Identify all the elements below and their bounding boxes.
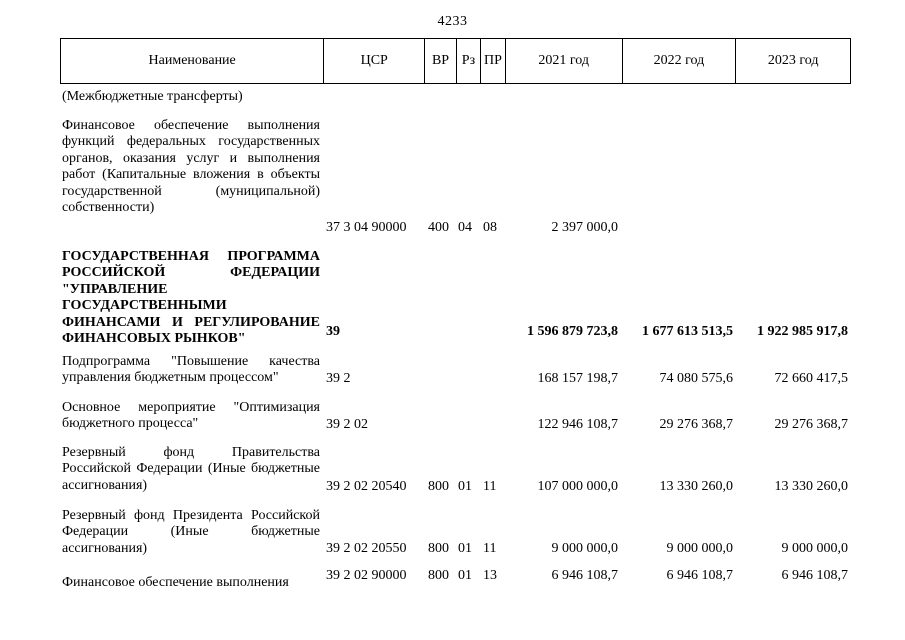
row-value-2023: 13 330 260,0 [774,479,848,494]
row-vr: 400 [428,220,449,235]
row-rz: 01 [458,568,472,583]
row-name: Финансовое обеспечение выполнения [62,575,289,590]
row-name: Основное мероприятие "Оптимизация бюджетного процесса" [62,400,320,432]
row-value-2022: 1 677 613 513,5 [642,324,733,339]
row-csr: 39 2 02 20550 [326,541,407,556]
header-rz: Рз [457,39,481,83]
row-rz: 01 [458,541,472,556]
row-csr: 39 2 [326,371,351,386]
row-value-2022: 29 276 368,7 [659,417,733,432]
row-csr: 39 2 02 20540 [326,479,407,494]
row-name: (Межбюджетные трансферты) [62,89,243,104]
row-value-2022: 74 080 575,6 [659,371,733,386]
row-value-2023: 6 946 108,7 [781,568,848,583]
header-year-2021: 2021 год [506,39,623,83]
row-value-2022: 13 330 260,0 [659,479,733,494]
row-value-2021: 168 157 198,7 [537,371,618,386]
row-value-2023: 1 922 985 917,8 [757,324,848,339]
row-pr: 08 [483,220,497,235]
row-csr: 39 2 02 90000 [326,568,407,583]
header-name: Наименование [61,39,324,83]
row-value-2021: 107 000 000,0 [537,479,618,494]
row-csr: 37 3 04 90000 [326,220,407,235]
row-value-2023: 29 276 368,7 [774,417,848,432]
row-name: Финансовое обеспечение выполнения функций федеральных государственных органов, оказания услуг и выполнения работ (Капитальные вложения в объекты государственной (муниципальной) собственности) [62,118,320,216]
row-value-2021: 1 596 879 723,8 [527,324,618,339]
row-vr: 800 [428,479,449,494]
row-name: Резервный фонд Президента Российской Федерации (Иные бюджетные ассигнования) [62,508,320,556]
row-vr: 800 [428,568,449,583]
row-value-2022: 6 946 108,7 [666,568,733,583]
header-csr: ЦСР [324,39,425,83]
row-value-2023: 72 660 417,5 [774,371,848,386]
row-value-2021: 122 946 108,7 [537,417,618,432]
row-pr: 11 [483,541,497,556]
row-value-2021: 6 946 108,7 [551,568,618,583]
row-value-2021: 9 000 000,0 [551,541,618,556]
row-rz: 01 [458,479,472,494]
row-name: Подпрограмма "Повышение качества управления бюджетным процессом" [62,354,320,386]
row-vr: 800 [428,541,449,556]
row-rz: 04 [458,220,472,235]
header-year-2023: 2023 год [767,53,819,68]
header-pr: ПР [481,39,506,83]
row-csr: 39 [326,324,340,339]
row-name: Резервный фонд Правительства Российской Федерации (Иные бюджетные ассигнования) [62,445,320,493]
row-value-2022: 9 000 000,0 [666,541,733,556]
row-name: ГОСУДАРСТВЕННАЯ ПРОГРАММА РОССИЙСКОЙ ФЕДЕРАЦИИ "УПРАВЛЕНИЕ ГОСУДАРСТВЕННЫМИ ФИНАНСАМИ И РЕГУЛИРОВАНИЕ ФИНАНСОВЫХ РЫНКОВ" [62,249,320,347]
header-vr: ВР [425,39,457,83]
row-value-2023: 9 000 000,0 [781,541,848,556]
row-pr: 13 [483,568,497,583]
row-value-2021: 2 397 000,0 [551,220,618,235]
row-csr: 39 2 02 [326,417,368,432]
page-number: 4233 [437,14,468,29]
row-pr: 11 [483,479,497,494]
header-year-2022: 2022 год [623,39,737,83]
